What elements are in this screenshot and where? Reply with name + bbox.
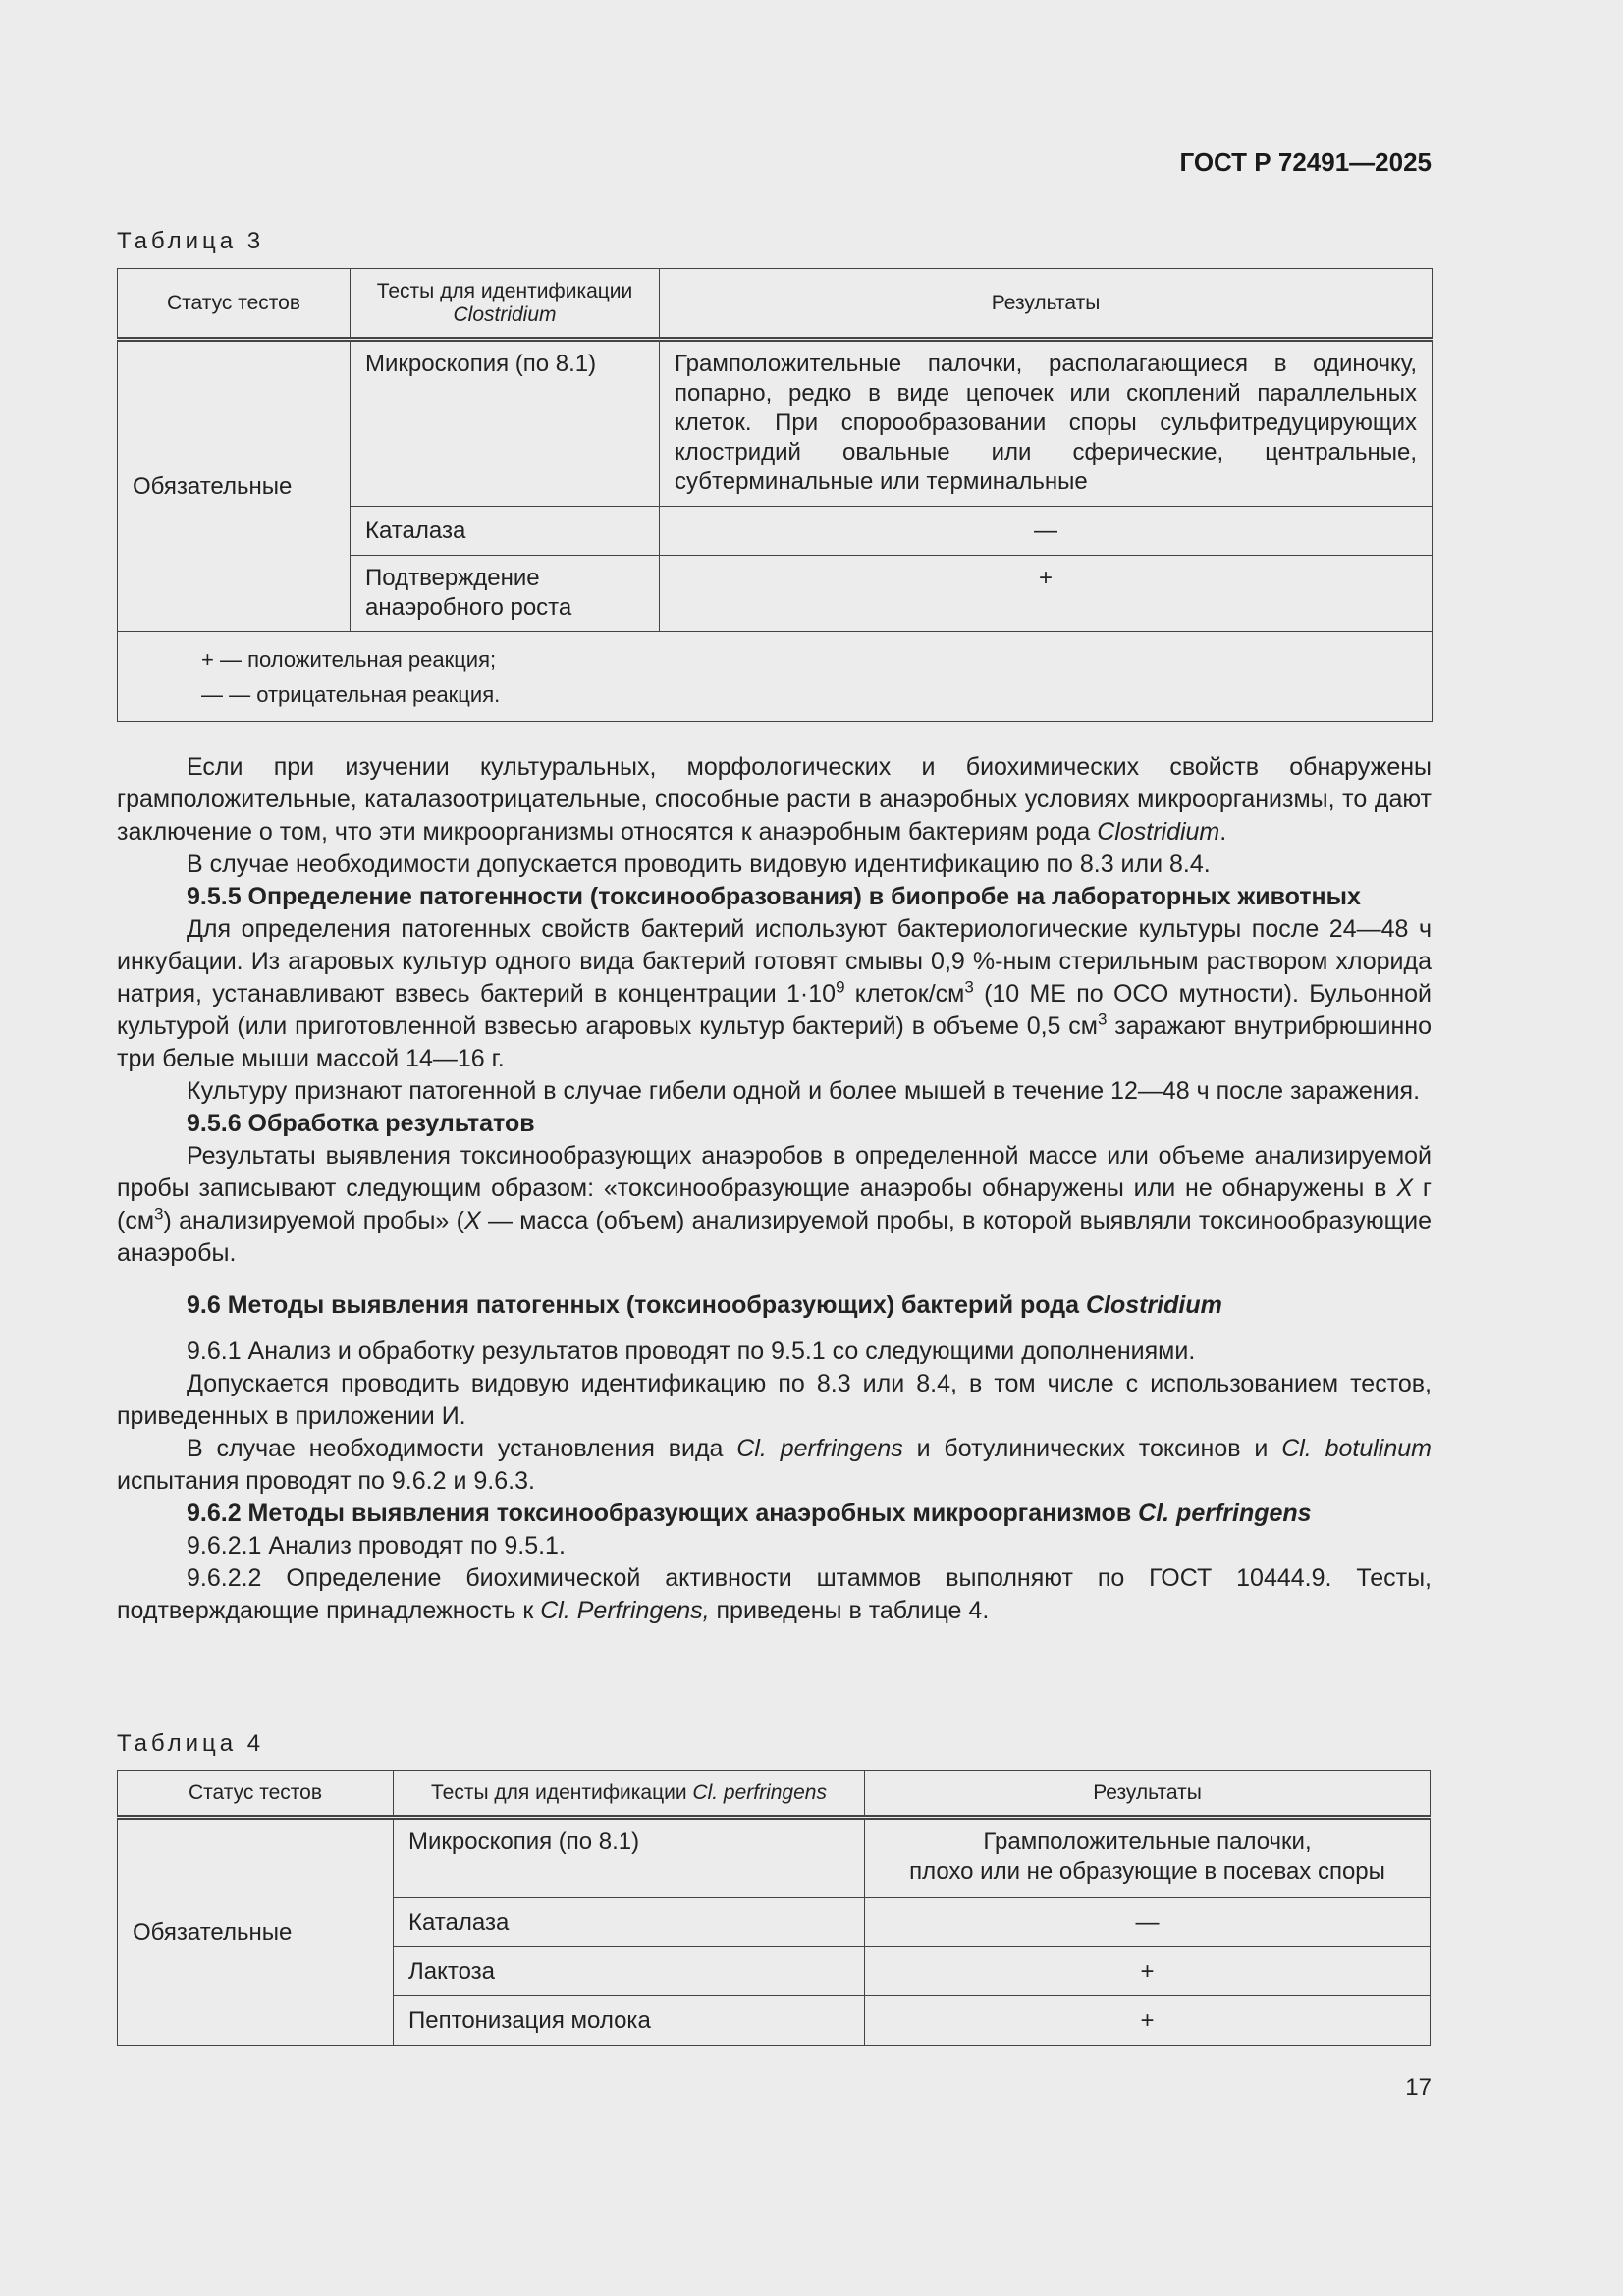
text-span: (10 МЕ по ОСО мутности). Бульонной культурой (или приготовленной взвесью агаровых культур бактерий) в объеме 0,5 см — [117, 980, 1432, 1040]
table-4-result-cell: + — [865, 1947, 1431, 1996]
table-4-result-cell — [865, 1818, 1431, 1898]
variable-x: X — [463, 1207, 481, 1234]
text-span: и ботулинических токсинов и — [916, 1435, 1269, 1462]
text-span: 9.6.2 Методы выявления токсинообразующих анаэробных микроорганизмов — [187, 1500, 1132, 1527]
section-heading-9-5-6: 9.5.6 Обработка результатов — [187, 1110, 535, 1137]
table-4-header-status: Статус тестов — [118, 1771, 394, 1818]
species-name: Cl. perfringens — [736, 1435, 903, 1462]
table-4-test-cell: Пептонизация молока — [394, 1996, 865, 2046]
table-4 — [117, 1770, 1431, 2046]
table-4-test-cell: Микроскопия (по 8.1) — [394, 1818, 865, 1898]
species-name: Cl. botulinum — [1281, 1435, 1432, 1462]
text-span: ) анализируемой пробы» ( — [163, 1207, 464, 1234]
section-heading-9-6 — [117, 1289, 1432, 1322]
paragraph: 9.6.2.1 Анализ проводят по 9.5.1. — [187, 1532, 566, 1559]
superscript: 3 — [1097, 1010, 1108, 1029]
table-4-header-row — [118, 1771, 1431, 1818]
paragraph: 9.6.1 Анализ и обработку результатов проводят по 9.5.1 со следующими дополнениями. — [187, 1338, 1196, 1365]
table-4-caption: Таблица 4 — [117, 1730, 265, 1757]
text-span: Если при изучении культуральных, морфологических и биохимических свойств обнаружены грамположительные, каталазоотрицательные, способные расти в анаэробных условиях микроорганизмы, то дают заключение о том, что эти микроорганизмы относятся к анаэробным бактериям рода — [117, 753, 1432, 846]
header-tests-species: Cl. perfringens — [692, 1780, 827, 1804]
genus-name: Clostridium — [1085, 1291, 1222, 1319]
body-text — [117, 751, 1432, 1627]
result-line: Грамположительные палочки, — [983, 1829, 1312, 1855]
variable-x: X — [1396, 1175, 1414, 1202]
text-span: 9.6.2.2 Определение биохимической активности штаммов выполняют по ГОСТ 10444.9. Тесты, подтверждающие принадлежность к — [117, 1564, 1432, 1624]
document-code: ГОСТ Р 72491—2025 — [1179, 147, 1432, 177]
legend-negative: — — отрицательная реакция. — [201, 683, 501, 707]
result-line: плохо или не образующие в посевах споры — [909, 1858, 1385, 1885]
superscript: 3 — [964, 977, 974, 997]
table-3 — [117, 268, 1433, 722]
text-span: 9.6 Методы выявления патогенных (токсинообразующих) бактерий рода — [187, 1291, 1079, 1319]
table-3-test-cell: Подтверждение анаэробного роста — [351, 556, 660, 632]
table-4-header-tests — [394, 1771, 865, 1818]
table-3-header-row — [118, 269, 1433, 340]
table-3-result-cell: Грамположительные палочки, располагающиеся в одиночку, попарно, редко в виде цепочек или скоплений параллельных клеток. При спорообразовании споры сульфитредуцирующих клостридий овальные или сферические, центральные, субтерминальные или терминальные — [660, 340, 1433, 507]
table-3-result-cell: + — [660, 556, 1433, 632]
paragraph — [117, 1433, 1432, 1498]
text-span: В случае необходимости установления вида — [187, 1435, 724, 1462]
table-3-result-cell: — — [660, 507, 1433, 556]
paragraph: Культуру признают патогенной в случае гибели одной и более мышей в течение 12—48 ч после заражения. — [187, 1077, 1421, 1105]
table-row — [118, 1818, 1431, 1898]
table-4-result-cell: + — [865, 1996, 1431, 2046]
table-4-status-cell: Обязательные — [118, 1818, 394, 2046]
text-span: заражают внутрибрюшинно три белые мыши массой 14—16 г. — [117, 1012, 1433, 1072]
genus-name: Clostridium — [1097, 818, 1220, 846]
paragraph — [117, 913, 1432, 1075]
paragraph: Если при изучении культуральных, морфологических и биохимических свойств обнаружены грамположительные, каталазоотрицательные, способные расти в анаэробных условиях микроорганизмы, то дают заключение о том, что эти микроорганизмы относятся к анаэробным бактериям рода Clostridium. — [117, 753, 1432, 846]
paragraph: В случае необходимости допускается проводить видовую идентификацию по 8.3 или 8.4. — [187, 850, 1211, 878]
superscript: 3 — [154, 1204, 164, 1224]
legend-positive: + — положительная реакция; — [201, 647, 497, 672]
section-heading-9-5-5: 9.5.5 Определение патогенности (токсинообразования) в биопробе на лабораторных животных — [187, 883, 1361, 910]
table-3-header-status: Статус тестов — [118, 269, 351, 340]
table-4-test-cell: Каталаза — [394, 1898, 865, 1947]
superscript: 9 — [836, 977, 845, 997]
table-3-status-cell: Обязательные — [118, 340, 351, 632]
text-span: Результаты выявления токсинообразующих анаэробов в определенной массе или объеме анализируемой пробы записывают следующим образом: «токсинообразующие анаэробы обнаружены или не обнаружены в — [117, 1142, 1432, 1202]
species-name: Cl. perfringens — [1138, 1500, 1312, 1527]
page-number: 17 — [1405, 2074, 1432, 2101]
table-3-legend-row — [118, 632, 1433, 722]
table-4-result-cell: — — [865, 1898, 1431, 1947]
header-tests-text: Тесты для идентификации — [376, 279, 633, 302]
text-span: клеток/см — [844, 980, 965, 1008]
table-row — [118, 340, 1433, 507]
paragraph: Допускается проводить видовую идентификацию по 8.3 или 8.4, в том числе с использованием тестов, приведенных в приложении И. — [117, 1370, 1432, 1430]
header-tests-text: Тесты для идентификации — [431, 1780, 687, 1804]
text-span: — масса (объем) анализируемой пробы, в которой выявляли токсинообразующие анаэробы. — [117, 1207, 1433, 1267]
header-tests-genus: Clostridium — [453, 302, 557, 326]
paragraph — [117, 1140, 1432, 1270]
table-3-header-tests — [351, 269, 660, 340]
text-span: приведены в таблице 4. — [716, 1597, 990, 1624]
text-span: испытания проводят по 9.6.2 и 9.6.3. — [117, 1467, 535, 1495]
table-4-header-results: Результаты — [865, 1771, 1431, 1818]
table-3-header-results: Результаты — [660, 269, 1433, 340]
table-3-test-cell: Микроскопия (по 8.1) — [351, 340, 660, 507]
table-4-test-cell: Лактоза — [394, 1947, 865, 1996]
section-heading-9-6-2 — [117, 1498, 1432, 1530]
table-3-caption: Таблица 3 — [117, 228, 265, 254]
table-3-test-cell: Каталаза — [351, 507, 660, 556]
table-3-legend — [118, 632, 1433, 722]
text-span: г (см — [117, 1175, 1432, 1234]
paragraph — [117, 1562, 1432, 1627]
species-name: Cl. Perfringens, — [540, 1597, 710, 1624]
text-span: Для определения патогенных свойств бактерий используют бактериологические культуры после 24—48 ч инкубации. Из агаровых культур одного вида бактерий готовят смывы 0,9 %-ным стерильным раствором хлорида натрия, устанавливают взвесь бактерий в концентрации 1·10 — [117, 915, 1432, 1008]
